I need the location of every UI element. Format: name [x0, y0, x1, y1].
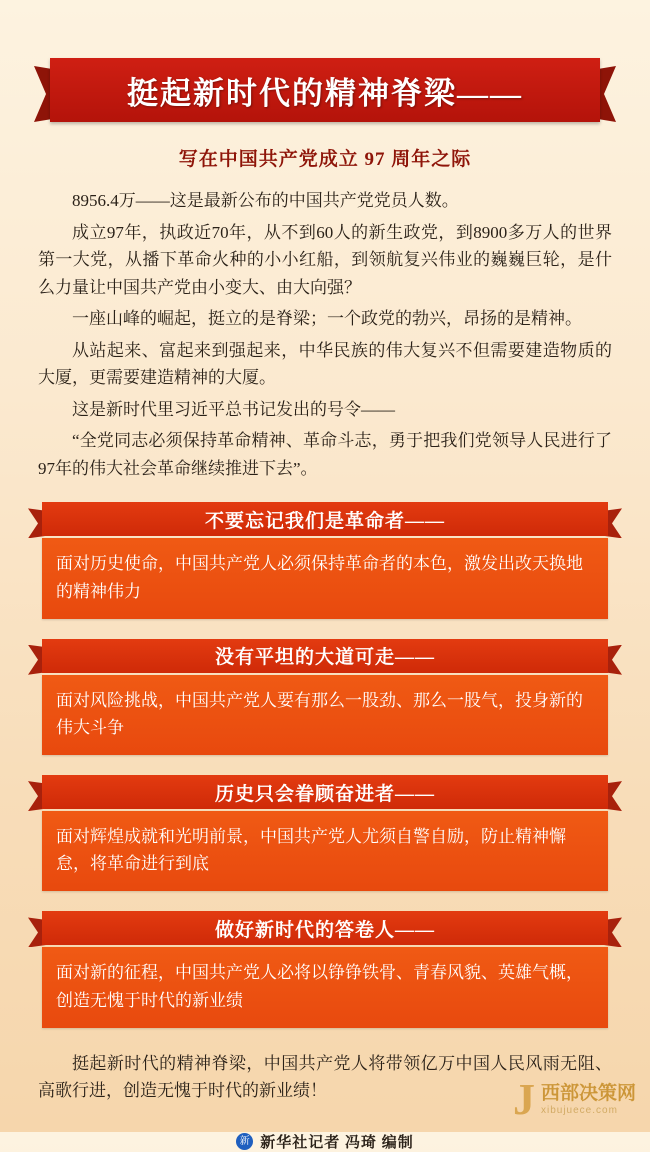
poster-page	[0, 58, 650, 1151]
section-heading-banner	[28, 639, 622, 675]
content-section	[28, 639, 622, 755]
byline-text: 新华社记者 冯琦 编制	[260, 1134, 414, 1151]
section-body-text: 面对历史使命，中国共产党人必须保持革命者的本色，激发出改天换地的精神伟力	[42, 538, 608, 618]
content-section	[28, 502, 622, 618]
section-heading-text: 不要忘记我们是革命者——	[204, 510, 445, 532]
section-body-text: 面对辉煌成就和光明前景，中国共产党人尤须自警自励，防止精神懈怠，将革命进行到底	[42, 811, 608, 891]
page-title: 挺起新时代的精神脊梁——	[127, 75, 523, 111]
banner-plate	[50, 58, 600, 122]
watermark-site-url: xibujuece.com	[540, 1105, 618, 1117]
content-section	[28, 911, 622, 1027]
section-body-text: 面对风险挑战，中国共产党人要有那么一股劲、那么一股气，投身新的伟大斗争	[42, 675, 608, 755]
intro-paragraph: 从站起来、富起来到强起来，中华民族的伟大复兴不但需要建造物质的大厦，更需要建造精神的大厦。	[38, 340, 612, 388]
watermark	[512, 1075, 636, 1124]
watermark-logo-icon: J	[512, 1075, 535, 1124]
intro-paragraph: 一座山峰的崛起，挺立的是脊梁；一个政党的勃兴，昂扬的是精神。	[72, 309, 582, 329]
intro-paragraph: 8956.4万——这是最新公布的中国共产党党员人数。	[72, 191, 459, 210]
section-heading-plate	[42, 502, 608, 536]
intro-paragraph: 这是新时代里习近平总书记发出的号令——	[72, 399, 395, 419]
title-banner	[28, 58, 622, 130]
section-heading-banner	[28, 502, 622, 538]
closing-text: 挺起新时代的精神脊梁，中国共产党人将带领亿万中国人民风雨无阻、高歌行进，创造无愧于时代的新业绩！	[38, 1053, 612, 1101]
intro-paragraphs	[28, 187, 622, 482]
byline	[28, 1131, 622, 1152]
section-heading-plate	[42, 775, 608, 809]
section-heading-plate	[42, 639, 608, 673]
page-subtitle: 写在中国共产党成立 97 周年之际	[178, 149, 472, 170]
xinhua-logo-icon: 新	[236, 1133, 253, 1150]
section-heading-text: 做好新时代的答卷人——	[214, 919, 435, 941]
section-body-text: 面对新的征程，中国共产党人必将以铮铮铁骨、青春风貌、英雄气概，创造无愧于时代的新业绩	[42, 947, 608, 1027]
section-heading-plate	[42, 911, 608, 945]
section-heading-banner	[28, 911, 622, 947]
watermark-texts	[541, 1083, 636, 1116]
intro-paragraph: “全党同志必须保持革命精神、革命斗志，勇于把我们党领导人民进行了97年的伟大社会革命继续推进下去”。	[38, 431, 612, 478]
intro-paragraph: 成立97年，执政近70年，从不到60人的新生政党，到8900多万人的世界第一大党，从播下革命火种的小小红船，到领航复兴伟业的巍巍巨轮，是什么力量让中国共产党由小变大、由大向强？	[38, 222, 612, 297]
section-heading-text: 没有平坦的大道可走——	[214, 647, 435, 669]
watermark-site-name: 西部决策网	[540, 1083, 636, 1105]
section-heading-banner	[28, 775, 622, 811]
section-heading-text: 历史只会眷顾奋进者——	[214, 783, 435, 805]
content-section	[28, 775, 622, 891]
